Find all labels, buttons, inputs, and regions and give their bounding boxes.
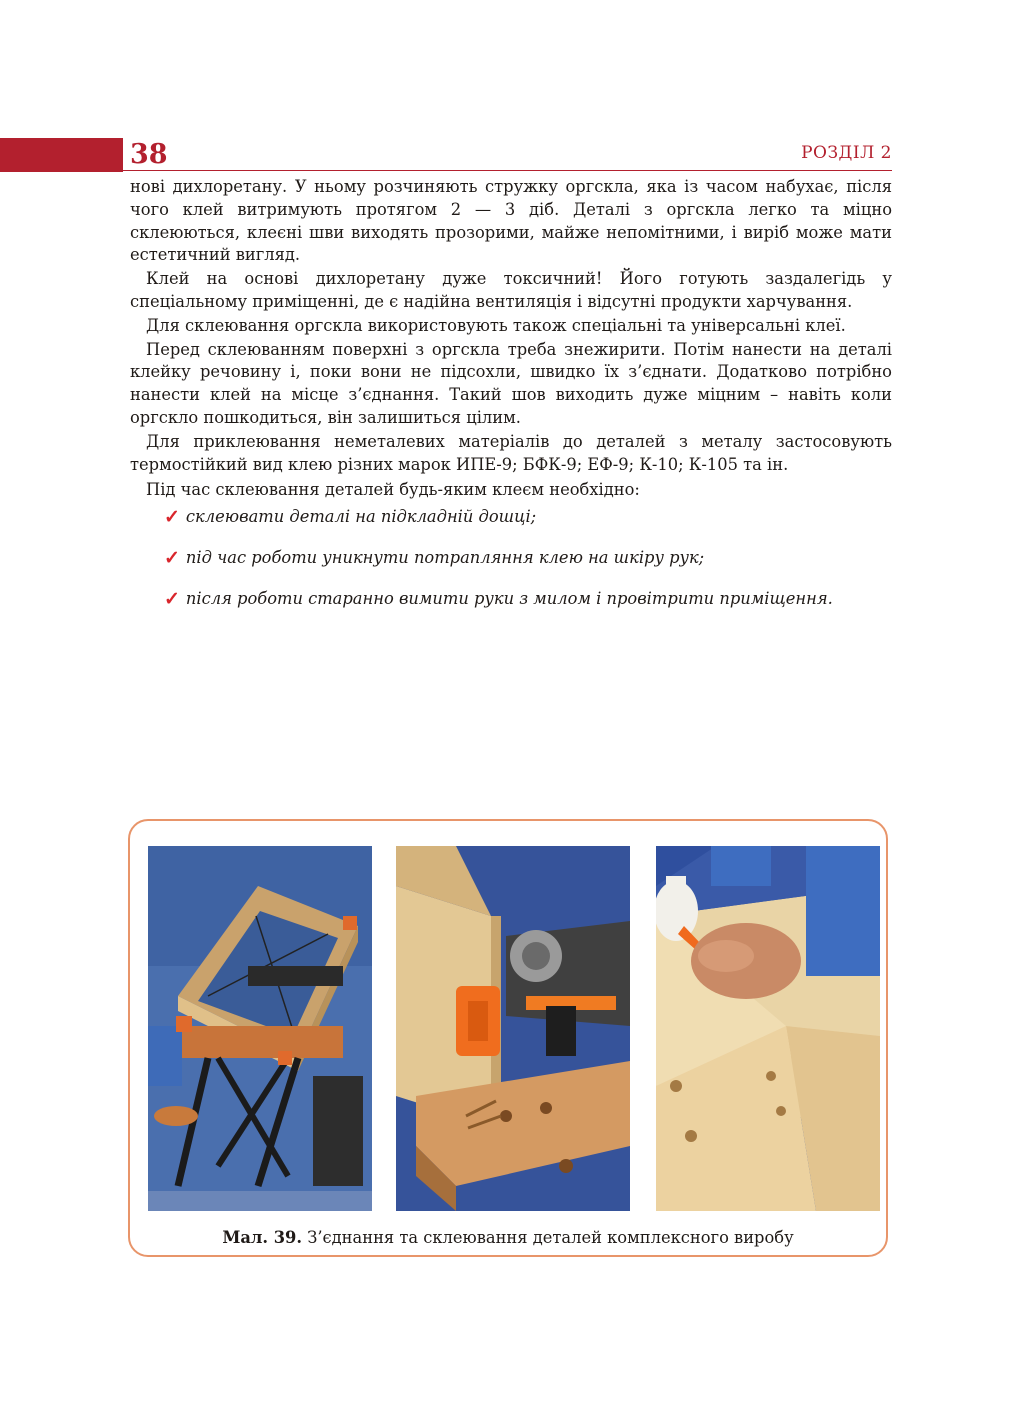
check-mark-icon: ✓: [164, 587, 180, 610]
paragraph-6: Під час склеювання деталей будь-яким клеєм необхідно:: [146, 480, 640, 500]
workbench-frame-photo: [148, 846, 372, 1211]
paragraph-3: Для склеювання оргскла використовують також спеціальні та універсальні клеї.: [146, 315, 846, 335]
checklist-item-text: після роботи старанно вимити руки з милом і провітрити приміщення.: [185, 588, 833, 608]
paragraph-2: Клей на основі дихлоретану дуже токсичний! Його готують заздалегідь у спеціальному приміщенні, де є надійна вентиляція і відсутні продукти харчування.: [130, 269, 892, 311]
gluing-dowel-photo: [656, 846, 880, 1211]
section-title: РОЗДІЛ 2: [801, 143, 892, 163]
caption-text: З’єднання та склеювання деталей комплексного виробу: [302, 1228, 794, 1247]
check-mark-icon: ✓: [164, 546, 180, 569]
checklist-item-text: склеювати деталі на підкладній дошці;: [185, 507, 537, 527]
figure-box: [128, 819, 888, 1257]
checklist-item-text: під час роботи уникнути потрапляння клею на шкіру рук;: [185, 547, 705, 567]
figure-caption: [130, 1228, 886, 1247]
header-rule: [123, 170, 892, 171]
paragraph-1: нові дихлоретану. У ньому розчиняють стружку оргскла, яка із часом набухає, після чого клей витримують протягом 2 — 3 діб. Деталі з оргскла легко та міцно склеюються, клеєні шви виходять прозорими, майже непомітними, і виріб може мати естетичний вигляд.: [130, 177, 892, 265]
checklist-item: [164, 547, 892, 570]
page-number: 38: [130, 139, 168, 170]
body-text: [130, 176, 892, 629]
drill-clamp-photo: [396, 846, 630, 1211]
checklist-item: [164, 588, 892, 611]
header-red-bar: [0, 138, 123, 172]
caption-label: Мал. 39.: [222, 1228, 303, 1247]
checklist-item: [164, 506, 892, 529]
checklist: [130, 506, 892, 610]
check-mark-icon: ✓: [164, 506, 180, 529]
paragraph-5: Для приклеювання неметалевих матеріалів до деталей з металу застосовують термостійкий вид клею різних марок ИПЕ-9; БФК-9; ЕФ-9; К-10; К-105 та ін.: [130, 431, 892, 474]
paragraph-4: Перед склеюванням поверхні з оргскла треба знежирити. Потім нанести на деталі клейку речовину і, поки вони не підсохли, швидко їх з’єднати. Додатково потрібно нанести клей на місце з’єднання. Такий шов виходить дуже міцним – навіть коли оргскло пошкодиться, він залишиться цілим.: [130, 339, 892, 427]
